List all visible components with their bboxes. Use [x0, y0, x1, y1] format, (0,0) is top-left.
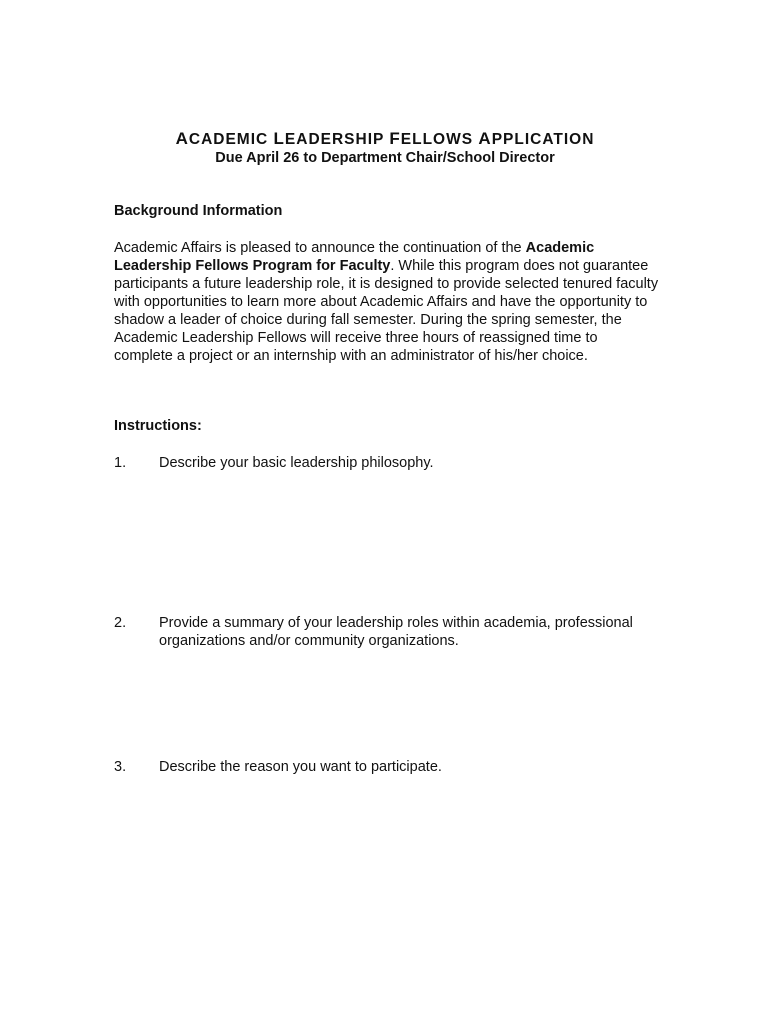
background-heading: Background Information	[114, 203, 283, 219]
program-name: Academic Leadership Fellows Program for Faculty	[114, 240, 595, 274]
document-title	[0, 129, 770, 149]
item-number: 2.	[114, 615, 127, 631]
title-word: ACADEMIC	[175, 129, 269, 148]
item-text: Describe the reason you want to participate.	[159, 759, 442, 775]
title-word: FELLOWS	[389, 129, 474, 148]
instructions-heading: Instructions:	[114, 418, 202, 434]
item-text: Provide a summary of your leadership roles within academia, professional organizations and/or community organizations.	[159, 615, 633, 649]
item-number: 1.	[114, 455, 127, 471]
item-text: Describe your basic leadership philosophy.	[159, 455, 434, 471]
title-word: APPLICATION	[478, 129, 595, 148]
background-body: . While this program does not guarantee participants a future leadership role, it is designed to provide selected tenured faculty with opportunities to learn more about Academic Affairs and have the opportunity to shadow a leader of choice during fall semester. During the spring semester, the Academic Leadership Fellows will receive three hours of reassigned time to complete a project or an internship with an administrator of his/her choice.	[114, 258, 659, 364]
item-number: 3.	[114, 759, 127, 775]
title-word: LEADERSHIP	[273, 129, 385, 148]
background-intro: Academic Affairs is pleased to announce the continuation of the	[114, 240, 526, 256]
due-date-subtitle: Due April 26 to Department Chair/School Director	[215, 150, 555, 166]
background-paragraph	[114, 239, 659, 365]
